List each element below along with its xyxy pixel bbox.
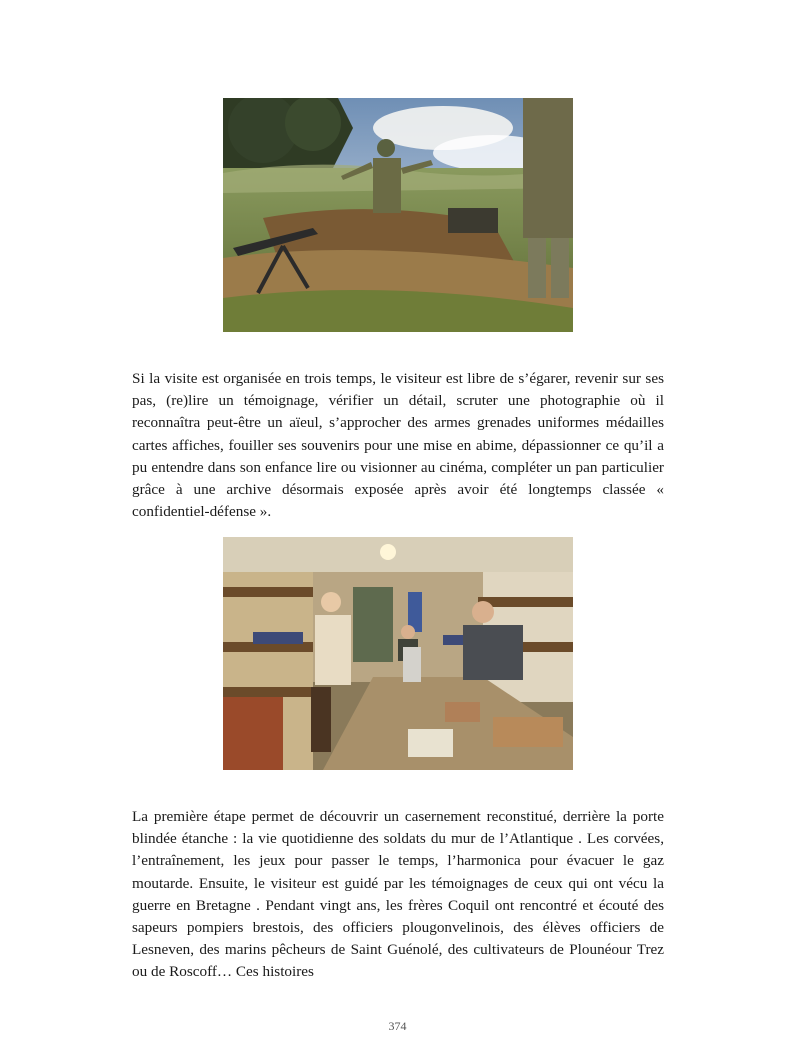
barracks-diorama-photo (223, 537, 573, 770)
soldier-diorama-photo (223, 98, 573, 332)
body-paragraph-1: Si la visite est organisée en trois temps, le visiteur est libre de s’égarer, revenir sur ses pas, (re)lire un témoignage, vérifier un détail, scruter une photographie où il reconnaîtra peut-être un aïeul, s’approcher des armes grenades uniformes médailles cartes affiches, fouiller ses souvenirs pour une mise en abime, dépassionner ce qu’il a pu entendre dans son enfance lire ou visionner au cinéma, compléter un pan particulier grâce à une archive désormais exposée après avoir été longtemps classée « confidentiel-défense ». (132, 370, 664, 521)
body-paragraph-2: La première étape permet de découvrir un casernement reconstitué, derrière la porte blindée étanche : la vie quotidienne des soldats du mur de l’Atlantique . Les corvées, l’entraînement, les jeux pour passer le temps, l’harmonica pour évacuer le gaz moutarde. Ensuite, le visiteur est guidé par les témoignages de ceux qui ont vécu la guerre en Bretagne . Pendant vingt ans, les frères Coquil ont rencontré et écouté des sapeurs pompiers brestois, des officiers plougonvelinois, des élèves officiers de Lesneven, des marins pêcheurs de Saint Guénolé, des cultivateurs de Plounéour Trez ou de Roscoff… Ces histoires (132, 808, 664, 981)
page-number: 374 (388, 1019, 407, 1033)
soldier-diorama-illustration (223, 98, 573, 332)
barracks-diorama-illustration (223, 537, 573, 770)
